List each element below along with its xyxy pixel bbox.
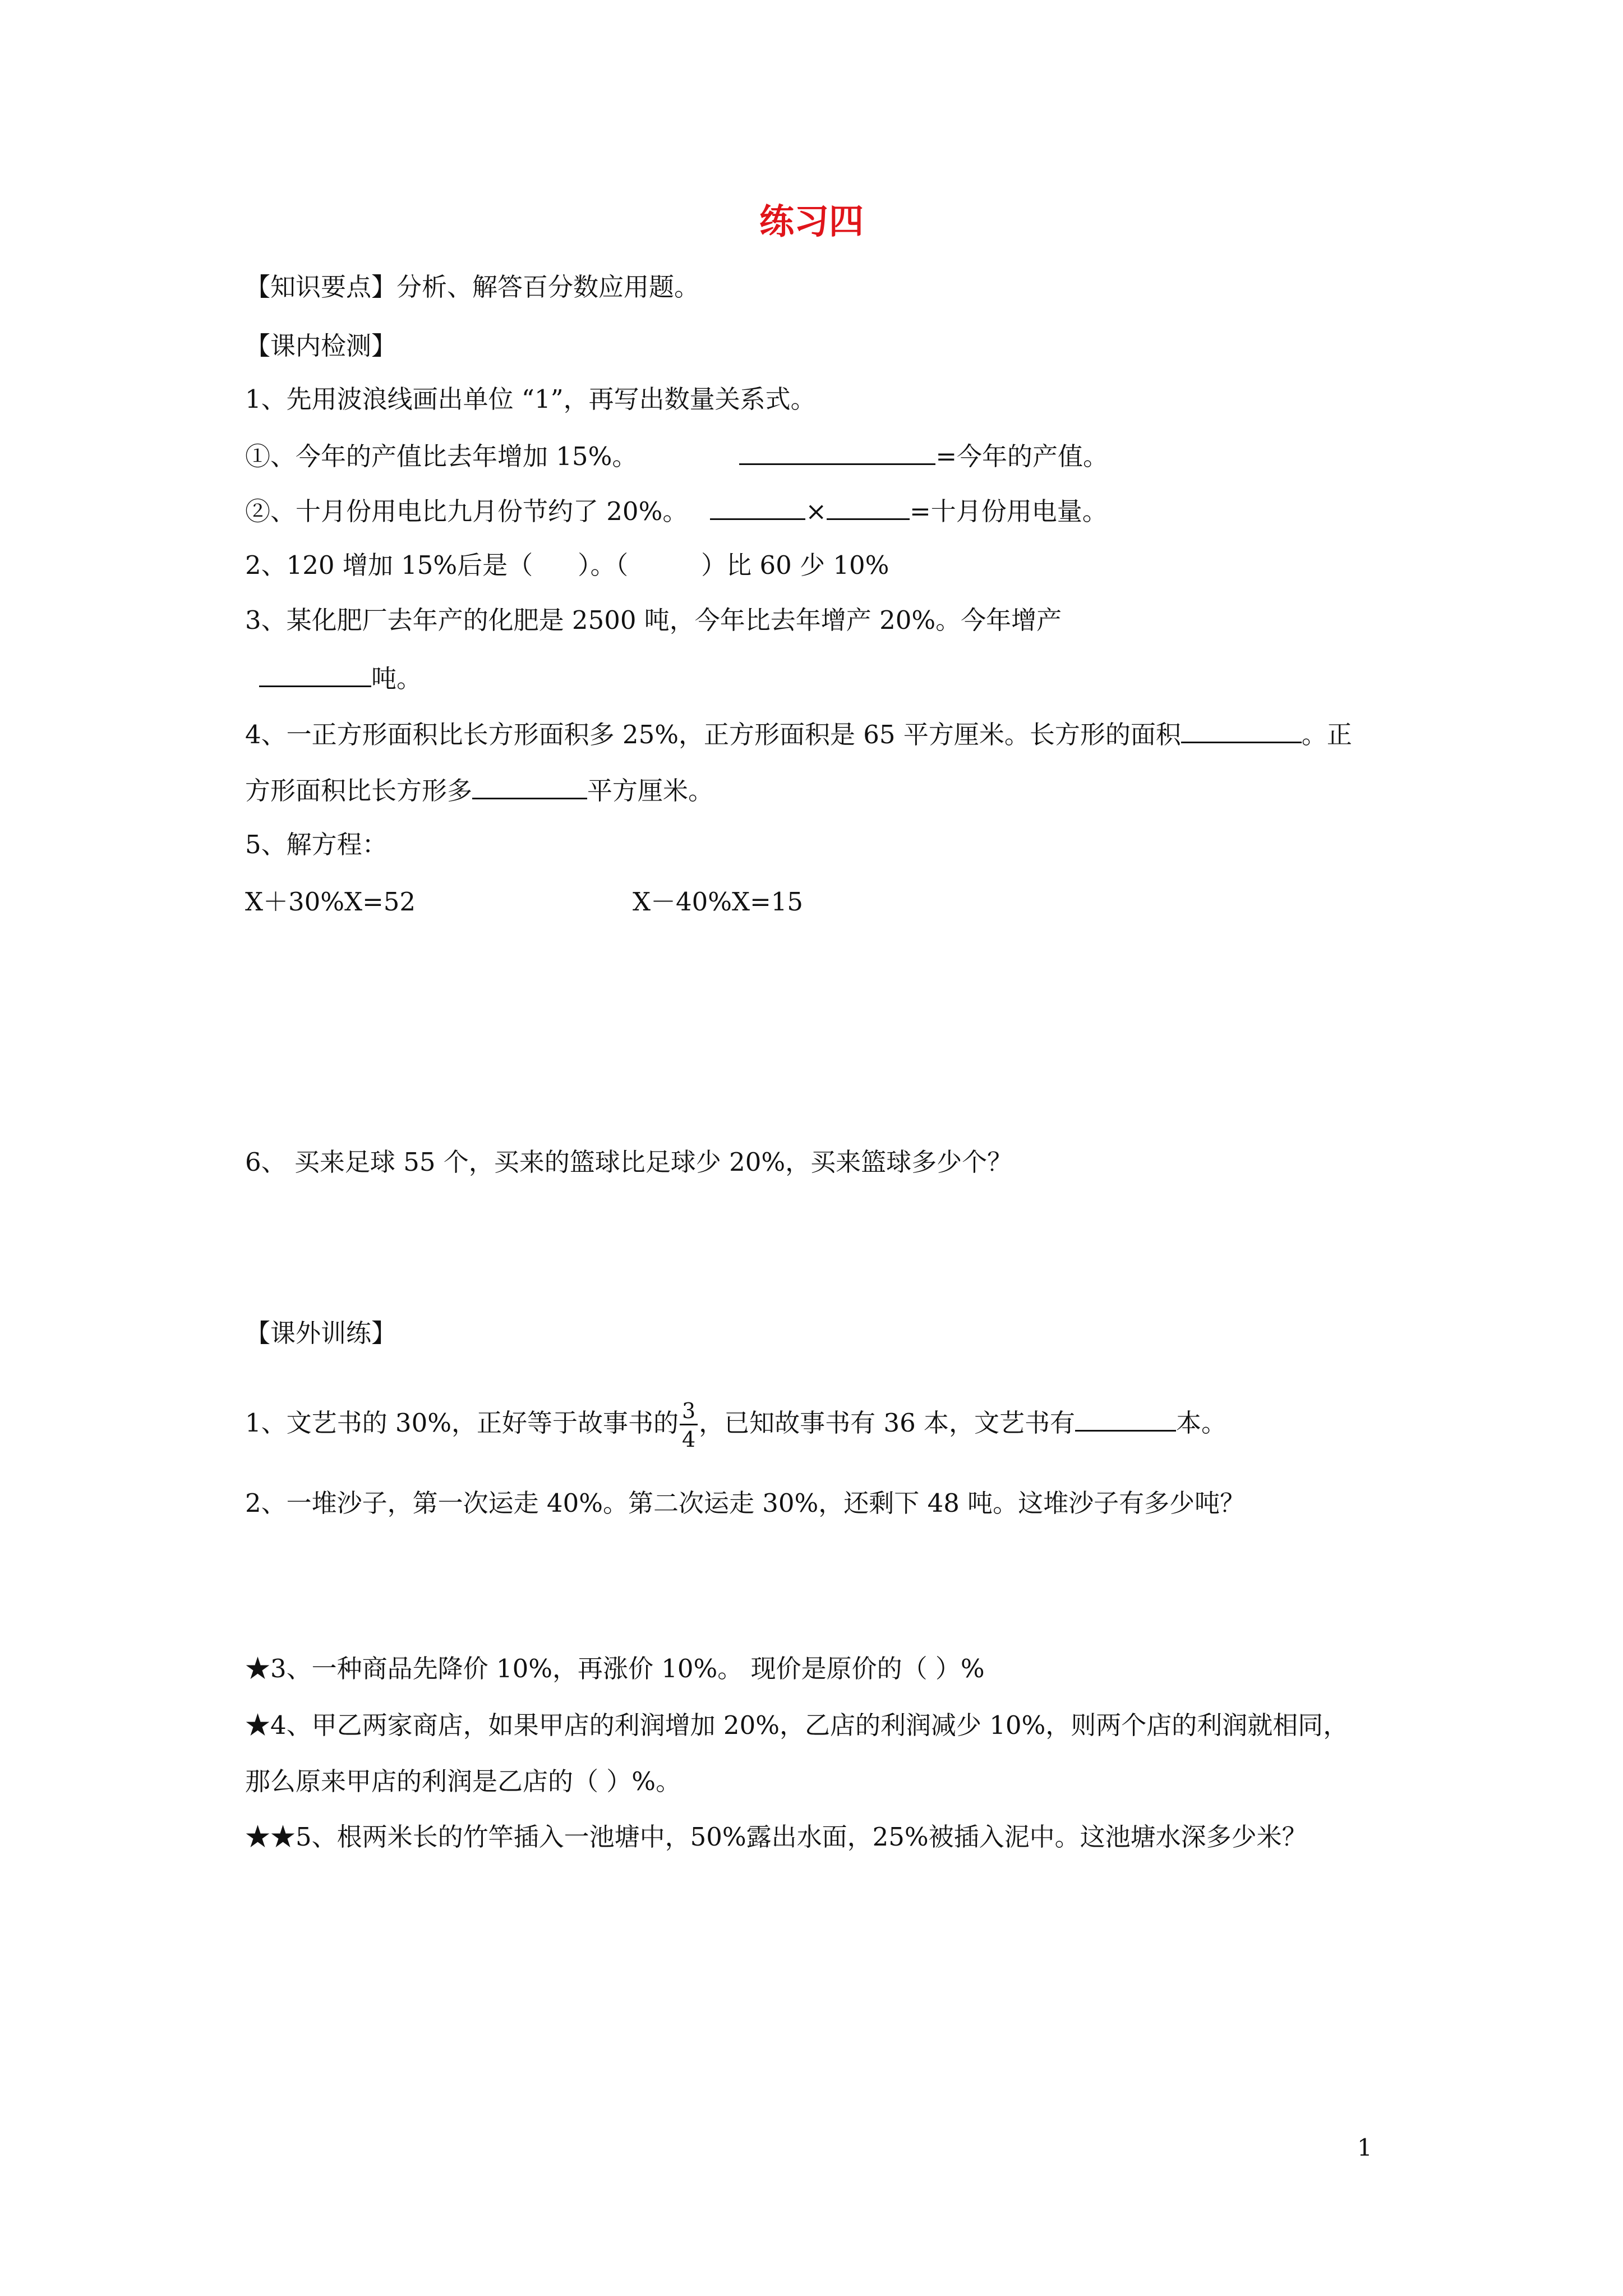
question-2-part-a: 2、120 增加 15%后是（ <box>245 550 533 580</box>
question-1b-after: =十月份用电量。 <box>910 496 1108 526</box>
exercise-4: ★4、甲乙两家商店，如果甲店的利润增加 20%，乙店的利润减少 10%，则两个店的利润就相同， <box>245 1710 1349 1740</box>
exercise-1 <box>245 1400 1227 1450</box>
question-1b-text: ②、十月份用电比九月份节约了 20%。 <box>245 496 688 526</box>
knowledge-points <box>245 270 699 304</box>
section-after-class: 【课外训练】 <box>245 1318 397 1348</box>
answer-blank <box>1075 1404 1176 1432</box>
equation-2: X－40%X=15 <box>633 887 804 917</box>
exercise-1-part-b: ，已知故事书有 36 本，文艺书有 <box>699 1408 1076 1438</box>
question-2-part-b: ）。（ <box>578 550 629 580</box>
question-6: 6、 买来足球 55 个，买来的篮球比足球少 20%，买来篮球多少个？ <box>245 1147 1013 1177</box>
exercise-1-part-c: 本。 <box>1176 1408 1227 1438</box>
question-4 <box>245 716 1352 752</box>
answer-blank <box>827 493 910 520</box>
question-4-line2 <box>245 772 713 808</box>
equation-1: X＋30%X=52 <box>245 887 416 917</box>
fraction <box>680 1400 698 1450</box>
question-3-unit: 吨。 <box>371 664 422 693</box>
question-1b <box>245 493 1108 528</box>
answer-blank <box>1181 716 1302 743</box>
exercise-4-line2: 那么原来甲店的利润是乙店的（ ）%。 <box>245 1766 681 1796</box>
question-2 <box>245 549 889 582</box>
answer-blank <box>472 772 587 799</box>
answer-blank <box>710 493 805 520</box>
page-number: 1 <box>1357 2134 1372 2161</box>
times-sign: × <box>805 496 827 526</box>
fraction-numerator: 3 <box>680 1400 698 1425</box>
answer-blank <box>259 660 371 687</box>
question-4-line2-end: 平方厘米。 <box>587 776 714 806</box>
question-1: 1、先用波浪线画出单位 “1”，再写出数量关系式。 <box>245 384 816 414</box>
knowledge-label: 【知识要点】 <box>245 272 397 302</box>
answer-blank <box>739 438 935 465</box>
exercise-3: ★3、一种商品先降价 10%，再涨价 10%。 现价是原价的（ ）% <box>245 1654 985 1683</box>
question-4-line2-text: 方形面积比长方形多 <box>245 776 473 806</box>
question-5: 5、解方程： <box>245 830 388 859</box>
exercise-2: 2、一堆沙子，第一次运走 40%。第二次运走 30%，还剩下 48 吨。这堆沙子有多少吨？ <box>245 1488 1246 1518</box>
question-1a <box>245 438 1108 473</box>
question-1a-text: ①、今年的产值比去年增加 15%。 <box>245 441 638 471</box>
question-4-line1: 4、一正方形面积比长方形面积多 25%，正方形面积是 65 平方厘米。长方形的面积 <box>245 720 1181 749</box>
fraction-denominator: 4 <box>681 1427 696 1452</box>
question-4-line1-end: 。正 <box>1301 720 1352 749</box>
question-3: 3、某化肥厂去年产的化肥是 2500 吨，今年比去年增产 20%。今年增产 <box>245 605 1062 635</box>
knowledge-text: 分析、解答百分数应用题。 <box>396 272 700 302</box>
exercise-5: ★★5、根两米长的竹竿插入一池塘中，50%露出水面，25%被插入泥中。这池塘水深多少米？ <box>245 1822 1307 1852</box>
exercise-1-part-a: 1、文艺书的 30%，正好等于故事书的 <box>245 1408 679 1438</box>
question-2-part-c: ）比 60 少 10% <box>701 550 889 580</box>
question-3-answer <box>259 660 422 696</box>
page-title: 练习四 <box>759 201 864 242</box>
question-1a-after: =今年的产值。 <box>935 441 1109 471</box>
section-in-class: 【课内检测】 <box>245 331 397 361</box>
